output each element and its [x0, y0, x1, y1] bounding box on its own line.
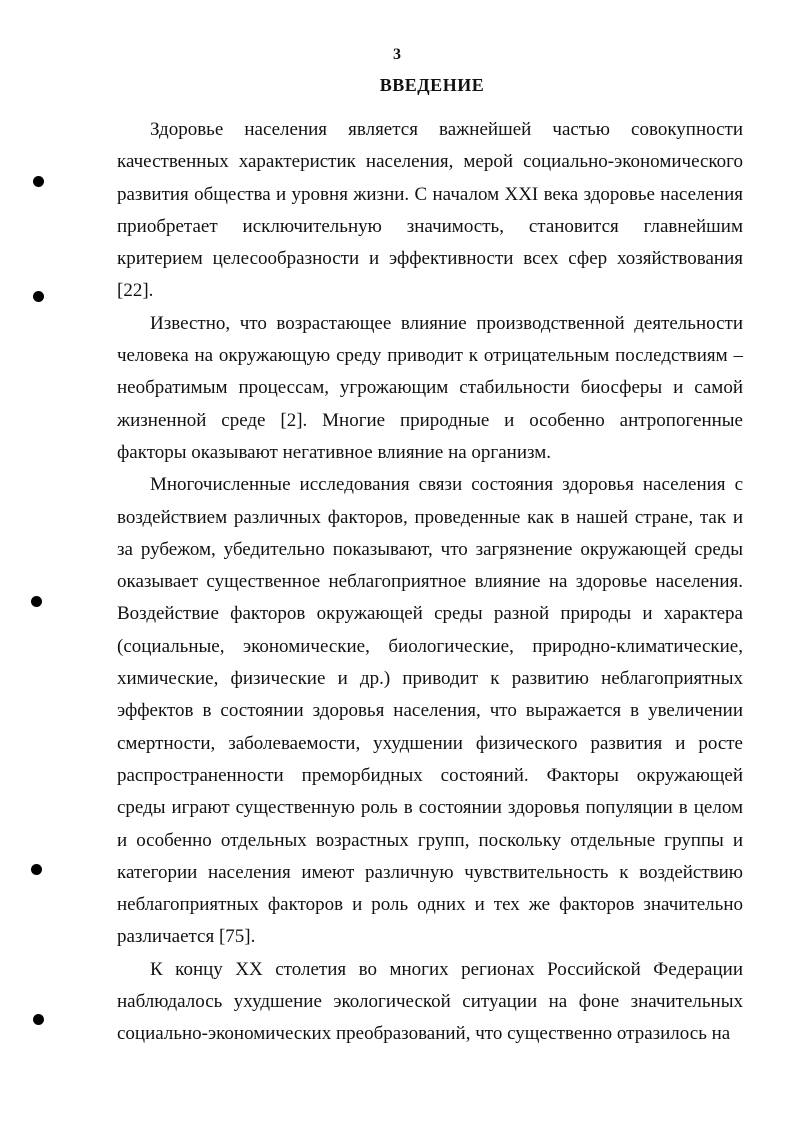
- document-body: [117, 114, 743, 1051]
- page-title: ВВЕДЕНИЕ: [379, 75, 485, 95]
- paragraph-4: К концу XX столетия во многих регионах Российской Федерации наблюдалось ухудшение экологической ситуации на фоне значительных социально-экономических преобразований, что существенно отразилось на: [117, 958, 743, 1045]
- page-number: 3: [393, 46, 401, 63]
- paragraph-2: Известно, что возрастающее влияние производственной деятельности человека на окружающую среду приводит к отрицательным последствиям – необратимым процессам, угрожающим стабильности биосферы и самой жизненной среде [2]. Многие природные и особенно антропогенные факторы оказывают негативное влияние на организм.: [117, 312, 743, 463]
- binding-hole-dot: [31, 596, 42, 607]
- binding-hole-dot: [33, 291, 44, 302]
- binding-hole-dot: [33, 1014, 44, 1025]
- paragraph-3: Многочисленные исследования связи состояния здоровья населения с воздействием различных факторов, проведенные как в нашей стране, так и за рубежом, убедительно показывают, что загрязнение окружающей среды оказывает существенное неблагоприятное влияние на здоровье населения. Воздействие факторов окружающей среды разной природы и характера (социальные, экономические, биологические, природно-климатические, химические, физические и др.) приводит к развитию неблагоприятных эффектов в состоянии здоровья населения, что выражается в увеличении смертности, заболеваемости, ухудшении физического развития и росте распространенности преморбидных состояний. Факторы окружающей среды играют существенную роль в состоянии здоровья популяции в целом и особенно отдельных возрастных групп, поскольку отдельные группы и категории населения имеют различную чувствительность к воздействию неблагоприятных факторов и роль одних и тех же факторов значительно различается [75].: [117, 474, 743, 948]
- binding-hole-dot: [33, 176, 44, 187]
- paragraph-1: Здоровье населения является важнейшей частью совокупности качественных характеристик населения, мерой социально-экономического развития общества и уровня жизни. С началом XXI века здоровье населения приобретает исключительную значимость, становится главнейшим критерием целесообразности и эффективности всех сфер хозяйствования [22].: [117, 119, 743, 302]
- binding-hole-dot: [31, 864, 42, 875]
